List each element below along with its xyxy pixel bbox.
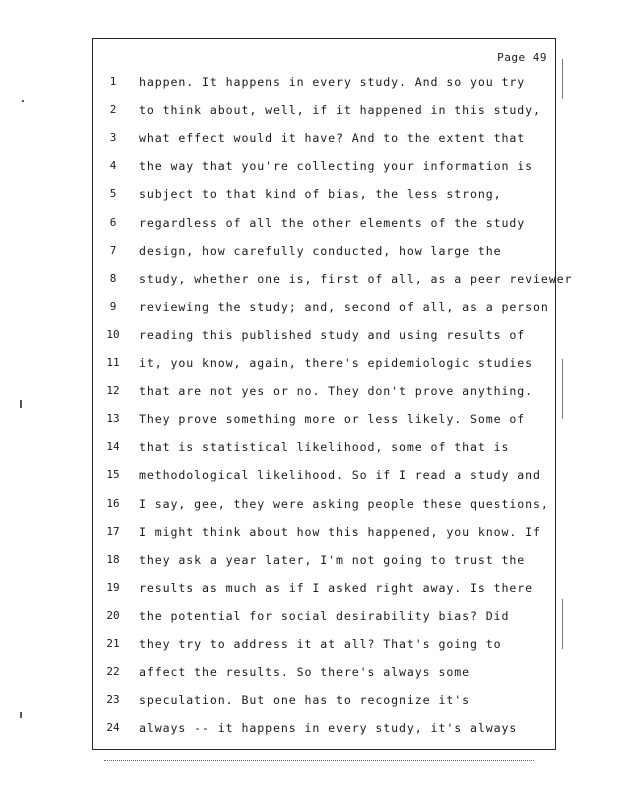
transcript-line [93, 553, 557, 571]
scan-speck [20, 712, 22, 718]
transcript-line [93, 468, 557, 486]
line-number: 11 [106, 356, 120, 369]
line-text: to think about, well, if it happened in this study, [139, 103, 541, 118]
line-number: 17 [106, 524, 120, 538]
transcript-line [93, 721, 557, 739]
line-number: 6 [109, 215, 117, 229]
line-number: 24 [106, 721, 120, 735]
line-text: it, you know, again, there's epidemiologic studies [139, 356, 534, 370]
transcript-line [93, 271, 573, 290]
line-text: that is statistical likelihood, some of that is [139, 440, 510, 455]
transcript-line [93, 581, 557, 599]
transcript-line [93, 103, 557, 121]
line-text: happen. It happens in every study. And so you try [139, 75, 526, 89]
line-number: 22 [106, 665, 120, 679]
line-number: 16 [106, 496, 120, 510]
line-number: 9 [109, 299, 117, 313]
transcript-line [93, 609, 557, 627]
transcript-line [93, 440, 557, 458]
line-number: 14 [106, 440, 120, 454]
page-number-label: Page 49 [497, 51, 547, 64]
transcript-line [93, 300, 557, 318]
line-text: I say, gee, they were asking people these questions, [139, 496, 549, 511]
line-text: that are not yes or no. They don't prove anything. [139, 384, 534, 399]
line-text: the potential for social desirability bias? Did [139, 608, 510, 623]
line-number: 2 [109, 103, 117, 117]
line-number: 3 [109, 131, 117, 145]
line-number: 20 [106, 608, 120, 622]
line-number: 13 [106, 412, 120, 426]
margin-mark [562, 59, 563, 99]
line-text: I might think about how this happened, you know. If [139, 524, 541, 539]
transcript-line [93, 412, 557, 430]
transcript-page-frame [92, 38, 573, 750]
line-number: 18 [106, 552, 120, 566]
line-text: what effect would it have? And to the extent that [139, 131, 526, 146]
line-text: always -- it happens in every study, it's always [139, 721, 518, 736]
line-text: study, whether one is, first of all, as a peer reviewer [139, 271, 573, 286]
transcript-line [93, 187, 557, 205]
line-text: they try to address it at all? That's going to [139, 637, 502, 651]
transcript-line [93, 384, 557, 402]
line-text: design, how carefully conducted, how large the [139, 243, 502, 258]
line-number: 7 [109, 243, 117, 257]
scan-speck [20, 400, 22, 408]
line-number: 19 [106, 580, 120, 594]
line-number: 12 [106, 384, 120, 398]
line-number: 10 [106, 327, 120, 341]
line-text: affect the results. So there's always some [139, 665, 470, 680]
transcript-line [93, 244, 557, 262]
transcript-line [93, 497, 557, 515]
transcript-line [93, 159, 557, 177]
transcript-line [93, 693, 557, 711]
line-number: 1 [109, 75, 117, 88]
line-text: the way that you're collecting your information is [139, 159, 534, 174]
line-text: reviewing the study; and, second of all, as a person [139, 299, 549, 314]
transcript-line [93, 75, 557, 93]
line-text: they ask a year later, I'm not going to trust the [139, 552, 526, 567]
line-number: 23 [106, 693, 120, 707]
transcript-line [93, 356, 557, 374]
transcript-line [93, 525, 557, 543]
line-number: 5 [109, 187, 117, 201]
line-text: subject to that kind of bias, the less strong, [139, 187, 502, 202]
line-text: They prove something more or less likely. Some of [139, 412, 526, 427]
transcript-line [93, 328, 557, 346]
line-number: 8 [109, 271, 117, 285]
line-text: reading this published study and using results of [139, 327, 526, 342]
line-number: 4 [109, 159, 117, 173]
transcript-line [93, 131, 557, 149]
transcript-line [93, 665, 557, 683]
line-number: 15 [106, 468, 120, 482]
transcript-line [93, 637, 557, 655]
margin-mark [562, 599, 563, 649]
line-text: speculation. But one has to recognize it's [139, 693, 470, 708]
transcript-line [93, 216, 557, 234]
scan-speck [22, 100, 24, 102]
line-text: regardless of all the other elements of the study [139, 215, 526, 230]
line-number: 21 [106, 637, 120, 650]
margin-mark [562, 359, 563, 419]
line-text: results as much as if I asked right away. Is there [139, 580, 534, 595]
scan-footer-line [104, 760, 534, 762]
line-text: methodological likelihood. So if I read a study and [139, 468, 541, 483]
